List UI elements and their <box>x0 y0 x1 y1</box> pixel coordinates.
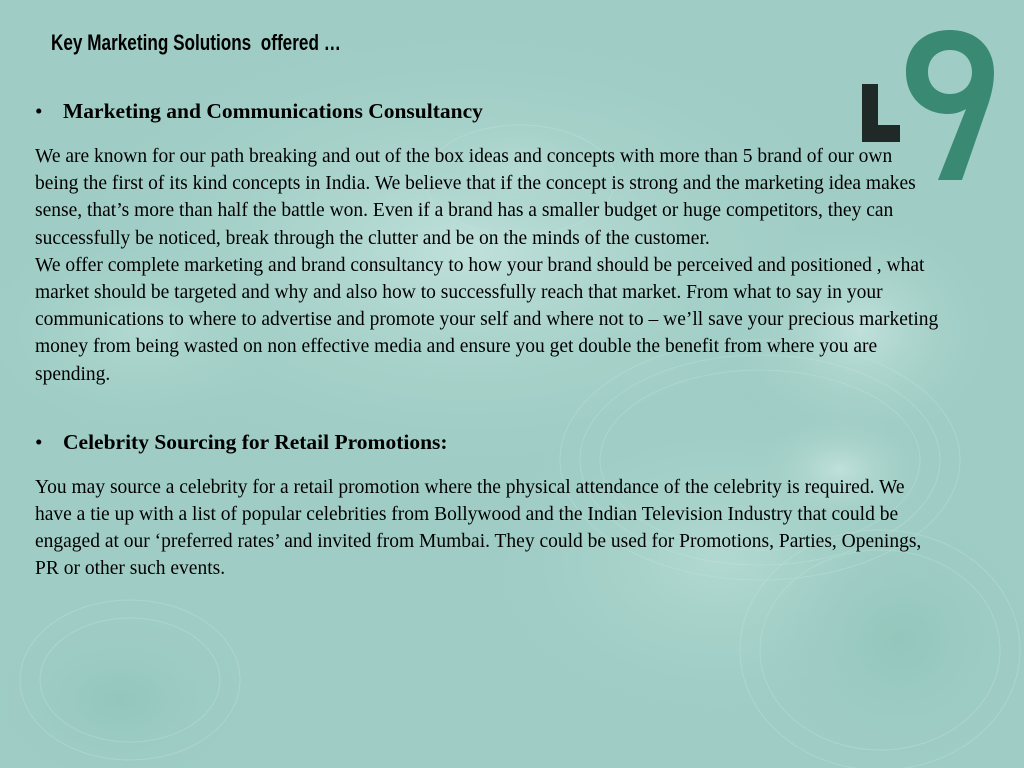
paragraph: We offer complete marketing and brand consultancy to how your brand should be perceived and positioned , what market should be targeted and why and also how to successfully reach that market. From what to say in your communications to where to advertise and promote your self and where not to – we’ll save your precious marketing money from being wasted on non effective media and ensure you get double the benefit from where you are spending. <box>35 254 939 385</box>
paragraph: We are known for our path breaking and out of the box ideas and concepts with more than 5 brand of our own being the first of its kind concepts in India. We believe that if the concept is strong and the marketing idea makes sense, that’s more than half the battle won. Even if a brand has a smaller budget or huge competitors, they can successfully be noticed, break through the clutter and be on the minds of the customer. <box>35 146 916 249</box>
section-heading-text: Celebrity Sourcing for Retail Promotions: <box>63 429 448 454</box>
section-heading-text: Marketing and Communications Consultancy <box>63 99 483 123</box>
paragraph: You may source a celebrity for a retail promotion where the physical attendance of the celebrity is required. We have a tie up with a list of popular celebrities from Bollywood and the Indian Television Industry that could be engaged at our ‘preferred rates’ and invited from Mumbai. They could be used for Promotions, Parties, Openings, PR or other such events. <box>35 476 922 580</box>
bullet: • <box>35 99 43 123</box>
bullet: • <box>35 429 43 454</box>
slide-title: Key Marketing Solutions offered … <box>51 30 341 55</box>
slide-content <box>35 96 940 583</box>
section-heading-celebrity <box>35 427 940 457</box>
section-heading-marketing <box>35 96 940 126</box>
